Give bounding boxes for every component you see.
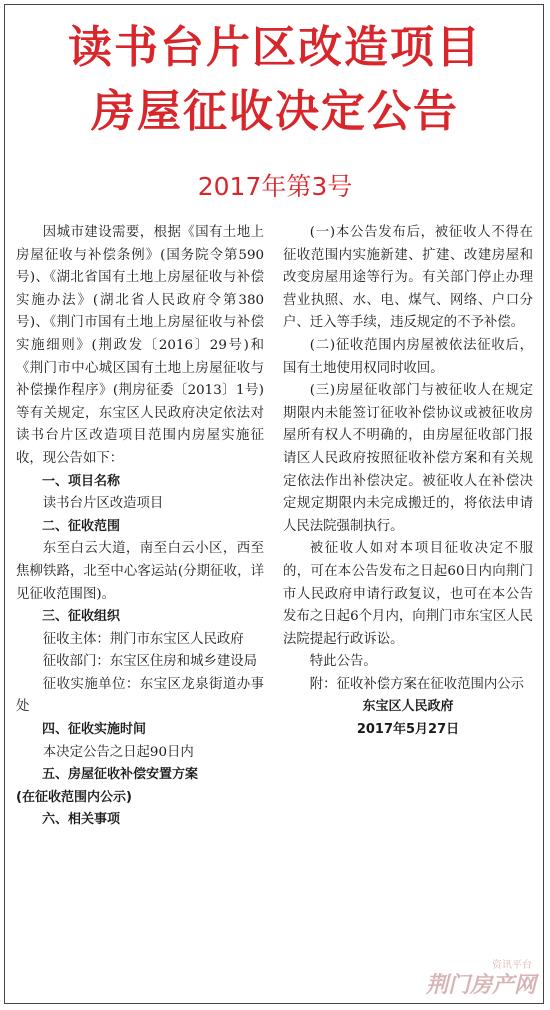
paragraph: 本决定公告之日起90日内 bbox=[42, 744, 194, 760]
paragraph: 被征收人如对本项目征收决定不服的，可在本公告发布之日起60日内向荆门市人民政府申请行政复议，也可在本公告发布之日起6个月内，向荆门市东宝区人民法院提起行政诉讼。 bbox=[283, 541, 533, 647]
left-column bbox=[16, 222, 264, 832]
paragraph: 征收部门：东宝区住房和城乡建设局 bbox=[42, 654, 258, 670]
paragraph: (二)征收范围内房屋被依法征收后，国有土地使用权同时收回。 bbox=[283, 337, 533, 376]
section-heading: 一、项目名称 bbox=[42, 473, 121, 489]
section-heading: 三、征收组织 bbox=[42, 609, 121, 625]
signature: 东宝区人民政府 bbox=[362, 699, 454, 715]
issue-number: 2017年第3号 bbox=[197, 172, 353, 201]
paragraph: 因城市建设需要，根据《国有土地上房屋征收与补偿条例》(国务院令第590号)、《湖北省国有土地上房屋征收与补偿实施办法》(湖北省人民政府令第380号)、《荆门市国有土地上房屋征收与补偿实施细则》(荆政发〔2016〕29号)和《荆门市中心城区国有土地上房屋征收与补偿操作程序》(荆房征委〔2013〕1号)等有关规定，东宝区人民政府决定依法对读书台片区改造项目范围内房屋实施征收，现公告如下： bbox=[16, 225, 264, 466]
watermark-small-text: 资讯平台 bbox=[492, 960, 532, 971]
right-column bbox=[283, 222, 533, 742]
paragraph: 征收实施单位：东宝区龙泉街道办事处 bbox=[16, 676, 264, 715]
section-heading: 六、相关事项 bbox=[42, 812, 121, 828]
section-heading-note: (在征收范围内公示) bbox=[16, 789, 132, 805]
section-heading: 四、征收实施时间 bbox=[42, 722, 147, 738]
paragraph: 特此公告。 bbox=[309, 654, 377, 670]
notice-title-line2: 房屋征收决定公告 bbox=[91, 86, 459, 137]
section-heading: 二、征收范围 bbox=[42, 518, 121, 534]
notice-date: 2017年5月27日 bbox=[356, 722, 460, 738]
paragraph: 读书台片区改造项目 bbox=[42, 496, 164, 512]
notice-title-line1: 读书台片区改造项目 bbox=[68, 22, 482, 73]
watermark-logo bbox=[386, 956, 536, 996]
paragraph: 附：征收补偿方案在征收范围内公示 bbox=[309, 676, 525, 692]
paragraph: (三)房屋征收部门与被征收人在规定期限内未能签订征收补偿协议或被征收房屋所有权人不明确的，由房屋征收部门报请区人民政府按照征收补偿方案和有关规定依法作出补偿决定。被征收人在补偿决定规定期限内未完成搬迁的，将依法申请人民法院强制执行。 bbox=[283, 383, 533, 534]
paragraph: 东至白云大道，南至白云小区，西至焦柳铁路，北至中心客运站(分期征收，详见征收范围图)。 bbox=[16, 541, 264, 602]
watermark-big-text: 荆门房产网 bbox=[425, 973, 536, 998]
paragraph: (一)本公告发布后，被征收人不得在征收范围内实施新建、扩建、改建房屋和改变房屋用途等行为。有关部门停止办理营业执照、水、电、煤气、网络、户口分户、迁入等手续，违反规定的不予补偿。 bbox=[283, 225, 533, 331]
paragraph: 征收主体：荆门市东宝区人民政府 bbox=[42, 631, 244, 647]
section-heading: 五、房屋征收补偿安置方案 bbox=[42, 767, 199, 783]
